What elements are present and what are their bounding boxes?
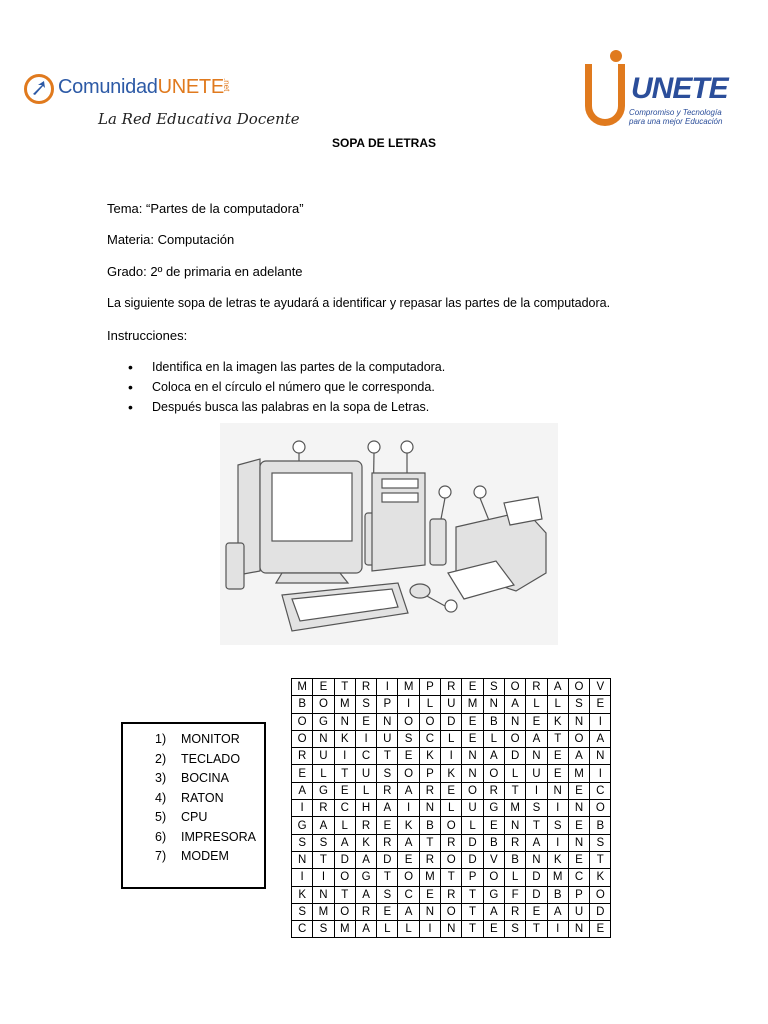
grid-cell: C bbox=[419, 730, 440, 747]
grid-cell: I bbox=[419, 921, 440, 938]
grid-cell: E bbox=[568, 782, 589, 799]
grid-cell: R bbox=[355, 903, 376, 920]
grid-cell: I bbox=[313, 869, 334, 886]
grid-cell: L bbox=[377, 921, 398, 938]
grid-cell: E bbox=[526, 903, 547, 920]
grid-row bbox=[292, 696, 611, 713]
grid-cell: M bbox=[568, 765, 589, 782]
grid-cell: K bbox=[547, 851, 568, 868]
grid-cell: E bbox=[398, 748, 419, 765]
grid-row bbox=[292, 851, 611, 868]
grid-cell: L bbox=[547, 696, 568, 713]
word-number: 6) bbox=[155, 829, 167, 844]
word-list-item bbox=[155, 810, 256, 830]
grid-cell: U bbox=[462, 800, 483, 817]
grid-cell: O bbox=[441, 903, 462, 920]
grid-cell: I bbox=[398, 800, 419, 817]
grid-cell: T bbox=[462, 921, 483, 938]
word-list bbox=[155, 732, 256, 869]
grid-cell: L bbox=[334, 817, 355, 834]
grid-cell: D bbox=[441, 713, 462, 730]
logo-dot-icon bbox=[610, 50, 622, 62]
grid-cell: A bbox=[483, 903, 504, 920]
grid-cell: E bbox=[419, 886, 440, 903]
grid-cell: L bbox=[441, 730, 462, 747]
grid-cell: N bbox=[292, 851, 313, 868]
grado-line: Grado: 2º de primaria en adelante bbox=[107, 264, 303, 279]
grid-cell: E bbox=[462, 679, 483, 696]
grid-cell: R bbox=[441, 886, 462, 903]
grid-cell: A bbox=[526, 730, 547, 747]
grid-cell: O bbox=[590, 800, 611, 817]
word-number: 3) bbox=[155, 771, 167, 785]
grid-cell: E bbox=[526, 713, 547, 730]
word-text: IMPRESORA bbox=[181, 829, 257, 844]
grid-cell: O bbox=[334, 869, 355, 886]
grid-cell: G bbox=[355, 869, 376, 886]
grid-cell: R bbox=[441, 834, 462, 851]
grid-cell: G bbox=[483, 800, 504, 817]
grid-row bbox=[292, 800, 611, 817]
grid-cell: S bbox=[590, 834, 611, 851]
grid-cell: E bbox=[377, 817, 398, 834]
grid-cell: N bbox=[462, 748, 483, 765]
grid-cell: A bbox=[526, 834, 547, 851]
grid-cell: A bbox=[355, 851, 376, 868]
grid-cell: E bbox=[483, 921, 504, 938]
grid-cell: R bbox=[483, 782, 504, 799]
grid-cell: E bbox=[590, 921, 611, 938]
grid-cell: R bbox=[504, 834, 525, 851]
instrucciones-heading: Instrucciones: bbox=[107, 328, 188, 343]
logo-right-sub2: para una mejor Educación bbox=[629, 117, 723, 126]
grid-cell: B bbox=[547, 886, 568, 903]
grid-cell: T bbox=[334, 679, 355, 696]
grid-cell: G bbox=[292, 817, 313, 834]
page-title: SOPA DE LETRAS bbox=[331, 136, 436, 150]
grid-cell: N bbox=[568, 921, 589, 938]
grid-cell: F bbox=[504, 886, 525, 903]
grid-cell: R bbox=[419, 782, 440, 799]
grid-cell: D bbox=[334, 851, 355, 868]
grid-cell: E bbox=[462, 713, 483, 730]
grid-cell: A bbox=[547, 903, 568, 920]
grid-cell: C bbox=[334, 800, 355, 817]
grid-cell: R bbox=[377, 834, 398, 851]
grid-cell: M bbox=[462, 696, 483, 713]
grid-cell: L bbox=[483, 730, 504, 747]
unete-logo bbox=[585, 50, 745, 132]
grid-cell: D bbox=[504, 748, 525, 765]
grid-row bbox=[292, 679, 611, 696]
grid-cell: E bbox=[441, 782, 462, 799]
grid-cell: O bbox=[398, 765, 419, 782]
grid-cell: K bbox=[398, 817, 419, 834]
word-list-box bbox=[121, 722, 266, 889]
grid-cell: T bbox=[526, 921, 547, 938]
logo-left-brand: ComunidadUNETE bbox=[58, 76, 224, 98]
speaker-right-shape bbox=[430, 519, 446, 565]
grid-cell: B bbox=[292, 696, 313, 713]
grid-cell: I bbox=[526, 782, 547, 799]
cpu-tower-shape bbox=[372, 473, 425, 571]
grid-cell: M bbox=[398, 679, 419, 696]
grid-cell: O bbox=[483, 869, 504, 886]
grid-cell: R bbox=[355, 817, 376, 834]
grid-cell: A bbox=[292, 782, 313, 799]
monitor-shape bbox=[238, 459, 362, 583]
grid-cell: U bbox=[441, 696, 462, 713]
grid-row bbox=[292, 730, 611, 747]
grid-cell: D bbox=[526, 869, 547, 886]
grid-cell: G bbox=[313, 782, 334, 799]
grid-cell: E bbox=[483, 817, 504, 834]
grid-cell: N bbox=[377, 713, 398, 730]
grid-row bbox=[292, 748, 611, 765]
grid-cell: O bbox=[398, 869, 419, 886]
grid-cell: O bbox=[504, 679, 525, 696]
grid-cell: O bbox=[313, 696, 334, 713]
grid-cell: T bbox=[547, 730, 568, 747]
grid-cell: D bbox=[462, 834, 483, 851]
word-text: CPU bbox=[181, 810, 208, 824]
grid-row bbox=[292, 834, 611, 851]
instruction-item: • Coloca en el círculo el número que le corresponda. bbox=[128, 380, 445, 400]
grid-cell: U bbox=[355, 765, 376, 782]
arrow-circle-icon bbox=[24, 74, 54, 104]
grid-row bbox=[292, 869, 611, 886]
grid-cell: B bbox=[590, 817, 611, 834]
grid-cell: B bbox=[504, 851, 525, 868]
instruction-item: • Después busca las palabras en la sopa de Letras. bbox=[128, 400, 445, 420]
grid-cell: L bbox=[313, 765, 334, 782]
grid-cell: G bbox=[483, 886, 504, 903]
grid-cell: H bbox=[355, 800, 376, 817]
grid-cell: I bbox=[377, 679, 398, 696]
word-list-item bbox=[155, 791, 256, 811]
grid-cell: R bbox=[313, 800, 334, 817]
grid-cell: D bbox=[590, 903, 611, 920]
grid-cell: E bbox=[334, 782, 355, 799]
grid-cell: B bbox=[483, 713, 504, 730]
grid-cell: S bbox=[292, 834, 313, 851]
grid-cell: I bbox=[441, 748, 462, 765]
grid-cell: T bbox=[504, 782, 525, 799]
grid-cell: M bbox=[292, 679, 313, 696]
grid-cell: T bbox=[419, 834, 440, 851]
grid-cell: L bbox=[398, 921, 419, 938]
grid-cell: K bbox=[441, 765, 462, 782]
grid-cell: U bbox=[313, 748, 334, 765]
grid-cell: E bbox=[547, 748, 568, 765]
grid-cell: P bbox=[568, 886, 589, 903]
grid-cell: E bbox=[590, 696, 611, 713]
grid-cell: M bbox=[547, 869, 568, 886]
grid-cell: A bbox=[313, 817, 334, 834]
grid-cell: O bbox=[483, 765, 504, 782]
grid-cell: N bbox=[419, 800, 440, 817]
word-number: 5) bbox=[155, 810, 167, 824]
grid-row bbox=[292, 921, 611, 938]
word-text: BOCINA bbox=[181, 771, 229, 785]
grid-cell: U bbox=[377, 730, 398, 747]
grid-cell: I bbox=[590, 713, 611, 730]
grid-cell: K bbox=[419, 748, 440, 765]
word-number: 1) bbox=[155, 732, 167, 746]
grid-cell: S bbox=[526, 800, 547, 817]
grid-cell: N bbox=[313, 886, 334, 903]
grid-cell: D bbox=[462, 851, 483, 868]
grid-cell: K bbox=[547, 713, 568, 730]
grid-cell: T bbox=[334, 765, 355, 782]
grid-cell: E bbox=[568, 851, 589, 868]
grid-cell: S bbox=[377, 765, 398, 782]
grid-cell: A bbox=[590, 730, 611, 747]
grid-cell: A bbox=[334, 834, 355, 851]
grid-cell: R bbox=[292, 748, 313, 765]
grid-cell: A bbox=[398, 903, 419, 920]
grid-cell: K bbox=[292, 886, 313, 903]
word-number: 4) bbox=[155, 790, 167, 805]
grid-cell: L bbox=[419, 696, 440, 713]
grid-cell: L bbox=[355, 782, 376, 799]
grid-cell: V bbox=[590, 679, 611, 696]
grid-cell: I bbox=[292, 800, 313, 817]
grid-cell: P bbox=[419, 765, 440, 782]
grid-cell: R bbox=[526, 679, 547, 696]
grid-cell: N bbox=[526, 748, 547, 765]
grid-cell: B bbox=[419, 817, 440, 834]
grid-cell: C bbox=[292, 921, 313, 938]
grid-cell: N bbox=[462, 765, 483, 782]
word-list-item bbox=[155, 830, 256, 850]
grid-cell: E bbox=[292, 765, 313, 782]
grid-cell: O bbox=[419, 713, 440, 730]
grid-cell: R bbox=[355, 679, 376, 696]
word-list-item bbox=[155, 732, 256, 752]
grid-cell: S bbox=[504, 921, 525, 938]
grid-cell: T bbox=[313, 851, 334, 868]
grid-cell: A bbox=[377, 800, 398, 817]
word-text: MODEM bbox=[181, 849, 229, 863]
grid-cell: I bbox=[547, 921, 568, 938]
grid-cell: N bbox=[504, 713, 525, 730]
grid-cell: A bbox=[355, 921, 376, 938]
grid-cell: M bbox=[504, 800, 525, 817]
grid-cell: S bbox=[547, 817, 568, 834]
grid-cell: O bbox=[590, 886, 611, 903]
grid-cell: O bbox=[292, 730, 313, 747]
grid-cell: N bbox=[526, 851, 547, 868]
grid-cell: O bbox=[441, 817, 462, 834]
grid-cell: K bbox=[590, 869, 611, 886]
grid-cell: N bbox=[547, 782, 568, 799]
instruction-item: • Identifica en la imagen las partes de la computadora. bbox=[128, 360, 445, 380]
grid-cell: S bbox=[398, 730, 419, 747]
grid-cell: O bbox=[334, 903, 355, 920]
grid-cell: T bbox=[377, 869, 398, 886]
grid-cell: L bbox=[462, 817, 483, 834]
grid-cell: S bbox=[292, 903, 313, 920]
grid-cell: R bbox=[419, 851, 440, 868]
grid-cell: N bbox=[419, 903, 440, 920]
speaker-left-shape bbox=[226, 543, 244, 589]
grid-row bbox=[292, 782, 611, 799]
grid-cell: U bbox=[568, 903, 589, 920]
grid-cell: A bbox=[547, 679, 568, 696]
intro-paragraph: La siguiente sopa de letras te ayudará a identificar y repasar las partes de la computadora. bbox=[107, 296, 611, 310]
grid-cell: M bbox=[313, 903, 334, 920]
grid-cell: E bbox=[313, 679, 334, 696]
grid-row bbox=[292, 713, 611, 730]
computer-illustration bbox=[220, 423, 558, 645]
grid-cell: T bbox=[526, 817, 547, 834]
grid-cell: I bbox=[547, 834, 568, 851]
grid-cell: C bbox=[590, 782, 611, 799]
grid-cell: D bbox=[526, 886, 547, 903]
grid-cell: N bbox=[568, 834, 589, 851]
grid-cell: B bbox=[483, 834, 504, 851]
logo-right-sub1: Compromiso y Tecnología bbox=[629, 108, 722, 117]
grid-cell: C bbox=[568, 869, 589, 886]
grid-cell: M bbox=[419, 869, 440, 886]
grid-cell: N bbox=[568, 713, 589, 730]
logo-left-tagline: La Red Educativa Docente bbox=[98, 110, 300, 128]
grid-cell: L bbox=[441, 800, 462, 817]
grid-cell: N bbox=[441, 921, 462, 938]
grid-row bbox=[292, 903, 611, 920]
word-text: RATON bbox=[181, 790, 224, 805]
grid-cell: I bbox=[292, 869, 313, 886]
grid-cell: M bbox=[334, 921, 355, 938]
grid-cell: N bbox=[590, 748, 611, 765]
materia-line: Materia: Computación bbox=[107, 232, 235, 247]
grid-row bbox=[292, 817, 611, 834]
grid-cell: N bbox=[483, 696, 504, 713]
grid-cell: S bbox=[568, 696, 589, 713]
grid-cell: E bbox=[568, 817, 589, 834]
grid-cell: U bbox=[526, 765, 547, 782]
grid-cell: I bbox=[355, 730, 376, 747]
grid-cell: N bbox=[568, 800, 589, 817]
grid-cell: A bbox=[398, 834, 419, 851]
grid-cell: O bbox=[462, 782, 483, 799]
logo-right-word: UNETE bbox=[631, 72, 728, 105]
grid-cell: D bbox=[377, 851, 398, 868]
word-text: TECLADO bbox=[181, 751, 241, 766]
word-text: MONITOR bbox=[181, 732, 240, 746]
grid-cell: I bbox=[398, 696, 419, 713]
grid-cell: V bbox=[483, 851, 504, 868]
grid-cell: O bbox=[292, 713, 313, 730]
grid-cell: S bbox=[313, 921, 334, 938]
word-search-grid bbox=[291, 678, 611, 938]
grid-cell: T bbox=[441, 869, 462, 886]
grid-cell: T bbox=[462, 886, 483, 903]
grid-cell: G bbox=[313, 713, 334, 730]
grid-cell: R bbox=[441, 679, 462, 696]
grid-cell: K bbox=[334, 730, 355, 747]
grid-row bbox=[292, 765, 611, 782]
word-list-item bbox=[155, 771, 256, 791]
word-number: 2) bbox=[155, 751, 167, 766]
grid-cell: O bbox=[568, 679, 589, 696]
grid-cell: S bbox=[355, 696, 376, 713]
grid-cell: P bbox=[419, 679, 440, 696]
grid-cell: P bbox=[462, 869, 483, 886]
grid-cell: T bbox=[334, 886, 355, 903]
word-list-item bbox=[155, 752, 256, 772]
grid-cell: R bbox=[377, 782, 398, 799]
grid-cell: I bbox=[590, 765, 611, 782]
logo-u-icon bbox=[585, 64, 625, 126]
grid-cell: T bbox=[590, 851, 611, 868]
grid-cell: A bbox=[568, 748, 589, 765]
word-number: 7) bbox=[155, 849, 167, 863]
grid-cell: C bbox=[398, 886, 419, 903]
grid-cell: L bbox=[504, 869, 525, 886]
grid-cell: E bbox=[462, 730, 483, 747]
grid-cell: O bbox=[568, 730, 589, 747]
grid-cell: L bbox=[504, 765, 525, 782]
grid-cell: N bbox=[334, 713, 355, 730]
mouse-shape bbox=[410, 584, 430, 598]
grid-cell: N bbox=[504, 817, 525, 834]
grid-cell: E bbox=[377, 903, 398, 920]
grid-cell: O bbox=[504, 730, 525, 747]
grid-cell: L bbox=[526, 696, 547, 713]
grid-cell: T bbox=[462, 903, 483, 920]
grid-cell: A bbox=[483, 748, 504, 765]
grid-cell: S bbox=[313, 834, 334, 851]
grid-cell: E bbox=[355, 713, 376, 730]
grid-cell: N bbox=[313, 730, 334, 747]
grid-cell: O bbox=[441, 851, 462, 868]
grid-cell: A bbox=[504, 696, 525, 713]
grid-cell: S bbox=[483, 679, 504, 696]
grid-cell: R bbox=[504, 903, 525, 920]
grid-cell: A bbox=[355, 886, 376, 903]
grid-cell: M bbox=[334, 696, 355, 713]
grid-cell: E bbox=[398, 851, 419, 868]
logo-left-net: .net bbox=[222, 78, 231, 92]
grid-cell: O bbox=[398, 713, 419, 730]
grid-cell: S bbox=[377, 886, 398, 903]
word-list-item bbox=[155, 849, 256, 869]
grid-cell: I bbox=[547, 800, 568, 817]
grid-cell: I bbox=[334, 748, 355, 765]
grid-cell: T bbox=[377, 748, 398, 765]
grid-cell: P bbox=[377, 696, 398, 713]
grid-cell: K bbox=[355, 834, 376, 851]
grid-cell: A bbox=[398, 782, 419, 799]
tema-line: Tema: “Partes de la computadora” bbox=[107, 201, 304, 216]
grid-cell: C bbox=[355, 748, 376, 765]
grid-row bbox=[292, 886, 611, 903]
instructions-list bbox=[128, 360, 445, 420]
grid-cell: E bbox=[547, 765, 568, 782]
comunidad-unete-logo bbox=[22, 72, 300, 132]
